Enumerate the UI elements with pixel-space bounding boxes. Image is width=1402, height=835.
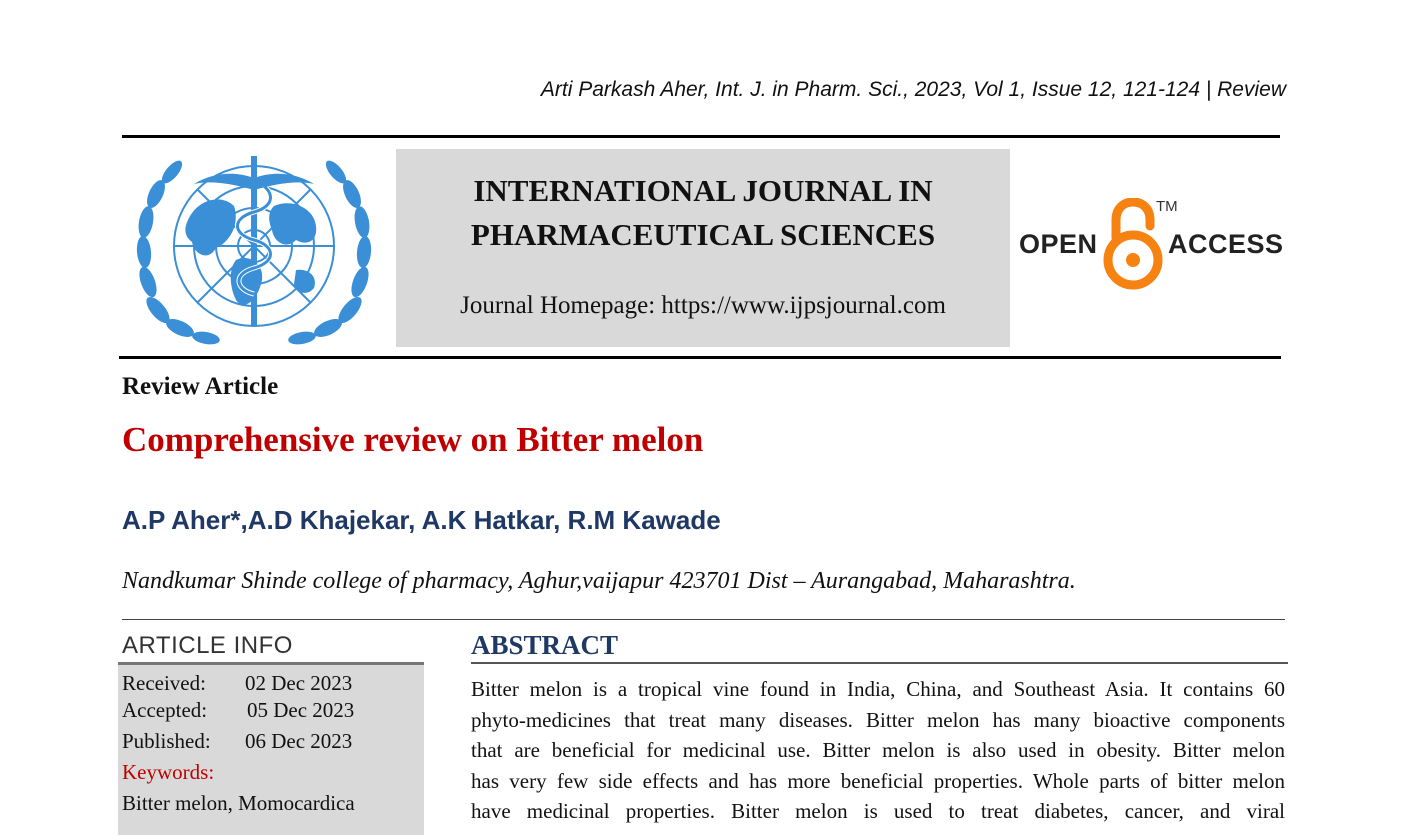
abstract-line: has very few side effects and has more beneficial properties. Whole parts of bitter melon [471, 768, 1285, 793]
accepted-label: Accepted: [122, 698, 208, 722]
journal-title [396, 169, 1010, 257]
article-type: Review Article [122, 373, 279, 400]
open-access-lock-icon [1102, 198, 1164, 290]
accepted-row [122, 698, 355, 723]
abstract-rule [471, 662, 1288, 664]
open-access-logo [1016, 196, 1284, 292]
published-label: Published: [122, 729, 211, 753]
abstract-body [471, 674, 1285, 827]
abstract-line: phyto-medicines that treat many diseases. Bitter melon has many bioactive components [471, 707, 1285, 732]
published-row [122, 729, 353, 754]
journal-title-line1: INTERNATIONAL JOURNAL IN [473, 173, 933, 208]
keywords-label: Keywords: [122, 760, 215, 784]
article-authors: A.P Aher*,A.D Khajekar, A.K Hatkar, R.M Kawade [122, 505, 721, 535]
journal-title-line2: PHARMACEUTICAL SCIENCES [470, 217, 936, 252]
received-row [122, 671, 353, 696]
article-info-heading: ARTICLE INFO [122, 632, 293, 659]
article-title: Comprehensive review on Bitter melon [122, 420, 704, 459]
received-value: 02 Dec 2023 [245, 671, 353, 695]
article-affiliation: Nandkumar Shinde college of pharmacy, Aghur,vaijapur 423701 Dist – Aurangabad, Maharashtra. [122, 568, 1076, 594]
journal-homepage: Journal Homepage: https://www.ijpsjournal.com [460, 292, 946, 319]
open-access-trademark: TM [1156, 198, 1178, 215]
article-info-box [118, 662, 424, 835]
section-divider [122, 619, 1285, 620]
abstract-line: have medicinal properties. Bitter melon is used to treat diabetes, cancer, and viral [471, 799, 1285, 823]
open-access-open-text: OPEN [1019, 229, 1098, 259]
journal-title-box [396, 149, 1010, 347]
abstract-line: Bitter melon is a tropical vine found in India, China, and Southeast Asia. It contains 60 [471, 677, 1285, 701]
abstract-line: that are beneficial for medicinal use. Bitter melon is also used in obesity. Bitter melon [471, 738, 1285, 762]
who-emblem-icon [136, 150, 372, 350]
open-access-access-text: ACCESS [1168, 229, 1284, 259]
abstract-heading: ABSTRACT [471, 630, 619, 660]
top-rule [122, 135, 1280, 138]
accepted-value: 05 Dec 2023 [247, 698, 355, 722]
citation-header: Arti Parkash Aher, Int. J. in Pharm. Sci., 2023, Vol 1, Issue 12, 121-124 | Review [540, 78, 1286, 101]
bottom-rule [119, 356, 1281, 359]
keywords-text: Bitter melon, Momocardica [122, 791, 355, 815]
published-value: 06 Dec 2023 [245, 729, 353, 753]
received-label: Received: [122, 671, 206, 695]
